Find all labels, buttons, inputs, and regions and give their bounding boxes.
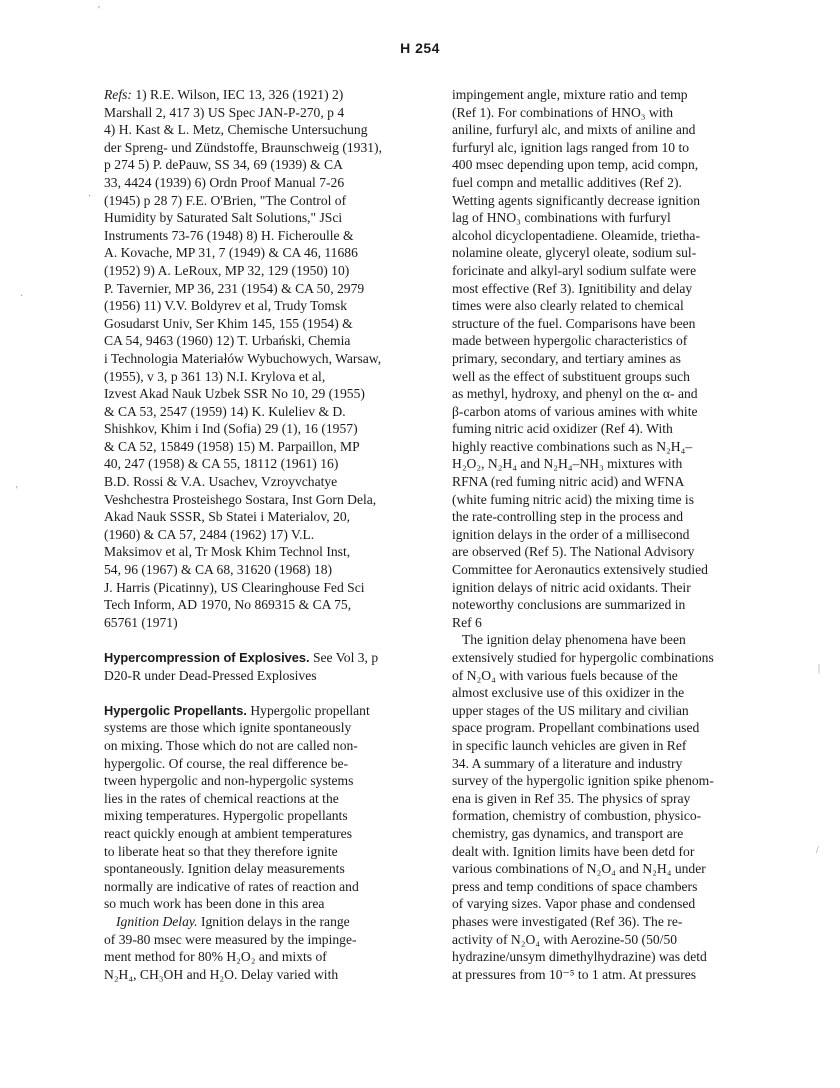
left-column	[104, 86, 404, 983]
body-line: extensively studied for hypergolic combinations	[452, 650, 714, 665]
refs-line: (1956) 11) V.V. Boldyrev et al, Trudy Tomsk	[104, 298, 347, 314]
body-line: space program. Propellant combinations used	[452, 720, 700, 736]
body-line: phases were investigated (Ref 36). The re-	[452, 913, 683, 929]
refs-line: Veshchestra Prosteishego Sostara, Inst Gorn Dela,	[104, 491, 377, 507]
refs-line: A. Kovache, MP 31, 7 (1949) & CA 46, 11686	[104, 245, 358, 261]
body-line: are observed (Ref 5). The National Advisory	[452, 544, 695, 560]
body-line: upper stages of the US military and civilian	[452, 702, 689, 718]
refs-line: (1945) p 28 7) F.E. O'Brien, "The Control of	[104, 192, 347, 208]
body-line: dealt with. Ignition limits have been detd for	[452, 843, 695, 859]
margin-tick-mark: '	[98, 5, 100, 16]
body-line: fuel compn and metallic additives (Ref 2).	[452, 174, 682, 190]
ignition-delay-text: of 39-80 msec were measured by the impinge-	[104, 931, 357, 947]
body-line: formation, chemistry of combustion, physico-	[452, 808, 702, 824]
refs-line: & CA 53, 2547 (1959) 14) K. Kuleliev & D.	[104, 403, 346, 419]
body-line: aniline, furfuryl alc, and mixts of aniline and	[452, 122, 696, 138]
body-line: lag of HNO₃ combinations with furfuryl	[452, 210, 671, 226]
body-line: survey of the hypergolic ignition spike phenom-	[452, 773, 714, 789]
refs-line: & CA 52, 15849 (1958) 15) M. Parpaillon, MP	[104, 438, 360, 454]
margin-tick-mark: ·	[88, 191, 92, 202]
refs-line: Humidity by Saturated Salt Solutions," JSci	[104, 210, 343, 226]
body-line: various combinations of N₂O₄ and N₂H₄ under	[452, 861, 706, 877]
refs-line: Izvest Akad Nauk Uzbek SSR No 10, 29 (1955)	[104, 386, 365, 402]
body-line: of N₂O₄ with various fuels because of the	[452, 667, 678, 683]
refs-label: Refs:	[104, 87, 132, 102]
body-line: highly reactive combinations such as N₂H₄–	[452, 438, 693, 454]
body-line: noteworthy conclusions are summarized in	[452, 597, 686, 613]
body-line: (white fuming nitric acid) the mixing time is	[452, 491, 694, 507]
body-line: fuming nitric acid oxidizer (Ref 4). With	[452, 421, 673, 437]
spacer	[104, 684, 404, 702]
body-line: at pressures from 10⁻⁵ to 1 atm. At pressures	[452, 966, 697, 982]
refs-line: i Technologia Materiałów Wybuchowych, Warsaw,	[104, 350, 382, 366]
ignition-delay-heading-line	[104, 913, 404, 931]
body-line: ignition delays in the order of a millisecond	[452, 526, 690, 542]
body-line: structure of the fuel. Comparisons have been	[452, 315, 696, 331]
body-line: almost exclusive use of this oxidizer in the	[452, 685, 685, 701]
ignition-delay-text: N₂H₄, CH₃OH and H₂O. Delay varied with	[104, 966, 339, 982]
hypergolic-text: systems are those which ignite spontaneously	[104, 720, 352, 736]
body-line: of varying sizes. Vapor phase and condensed	[452, 896, 696, 912]
hypergolic-text: spontaneously. Ignition delay measurements	[104, 861, 345, 877]
refs-line: P. Tavernier, MP 36, 231 (1954) & CA 50, 2979	[104, 280, 365, 296]
refs-line: 40, 247 (1958) & CA 55, 18112 (1961) 16)	[104, 456, 339, 472]
refs-line: 65761 (1971)	[104, 614, 178, 630]
refs-line: 33, 4424 (1939) 6) Ordn Proof Manual 7-26	[104, 174, 345, 190]
refs-line: 4) H. Kast & L. Metz, Chemische Untersuchung	[104, 122, 368, 138]
body-line: 400 msec depending upon temp, acid compn,	[452, 157, 699, 173]
refs-line: (1960) & CA 57, 2484 (1962) 17) V.L.	[104, 526, 315, 542]
hypergolic-text: hypergolic. Of course, the real difference be-	[104, 755, 349, 771]
body-line: times were also clearly related to chemical	[452, 298, 684, 314]
hypergolic-text: normally are indicative of rates of reaction and	[104, 878, 359, 894]
refs-line: 54, 96 (1967) & CA 68, 31620 (1968) 18)	[104, 562, 333, 578]
body-line: β-carbon atoms of various amines with white	[452, 403, 698, 419]
hypergolic-text: to liberate heat so that they therefore ignite	[104, 843, 338, 859]
ignition-delay-text: ment method for 80% H₂O₂ and mixts of	[104, 949, 327, 965]
refs-line: Maksimov et al, Tr Mosk Khim Technol Inst,	[104, 544, 351, 560]
body-line: H₂O₂, N₂H₄ and N₂H₄–NH₃ mixtures with	[452, 456, 683, 472]
body-line: alcohol dicyclopentadiene. Oleamide, trietha-	[452, 227, 700, 243]
body-line: hydrazine/unsym dimethylhydrazine) was detd	[452, 949, 707, 965]
right-column	[452, 86, 752, 983]
hypergolic-text: mixing temperatures. Hypergolic propellants	[104, 808, 348, 824]
refs-line: Tech Inform, AD 1970, No 869315 & CA 75,	[104, 597, 352, 613]
refs-line: Marshall 2, 417 3) US Spec JAN-P-270, p 4	[104, 104, 345, 120]
hypergolic-text: on mixing. Those which do not are called non-	[104, 737, 358, 753]
body-line: press and temp conditions of space chambers	[452, 878, 698, 894]
margin-tick-mark: ·	[20, 291, 24, 302]
hypergolic-propellants-title: Hypergolic Propellants.	[104, 702, 247, 718]
body-line: chemistry, gas dynamics, and transport are	[452, 825, 684, 841]
body-line: nolamine oleate, glyceryl oleate, sodium sul-	[452, 245, 697, 261]
body-line: most effective (Ref 3). Ignitibility and delay	[452, 280, 693, 296]
body-line: impingement angle, mixture ratio and temp	[452, 87, 688, 102]
body-line: RFNA (red fuming nitric acid) and WFNA	[452, 474, 685, 490]
refs-line: Akad Nauk SSSR, Sb Statei i Materialov, 20,	[104, 509, 351, 525]
body-line: Committee for Aeronautics extensively studied	[452, 562, 708, 578]
refs-line: Instruments 73-76 (1948) 8) H. Ficheroulle &	[104, 227, 354, 243]
ignition-delay-text: Ignition delays in the range	[197, 913, 350, 929]
spacer	[104, 631, 404, 649]
body-line: ena is given in Ref 35. The physics of spray	[452, 790, 691, 806]
refs-line: der Spreng- und Zündstoffe, Braunschweig (1931),	[104, 139, 382, 155]
body-line: the rate-controlling step in the process and	[452, 509, 684, 525]
body-line: foricinate and alkyl-aryl sodium sulfate were	[452, 262, 697, 278]
refs-line: (1955), v 3, p 361 13) N.I. Krylova et al,	[104, 368, 326, 384]
refs-line: Shishkov, Khim i Ind (Sofia) 29 (1), 16 (1957)	[104, 421, 358, 437]
body-line: 34. A summary of a literature and industry	[452, 755, 683, 771]
hypergolic-text: tween hypergolic and non-hypergolic systems	[104, 773, 354, 789]
hypergolic-heading-line	[104, 702, 404, 720]
body-line: Ref 6	[452, 614, 482, 630]
hypercompression-text: See Vol 3, p	[309, 650, 379, 665]
refs-line: J. Harris (Picatinny), US Clearinghouse Fed Sci	[104, 579, 365, 595]
ignition-delay-title: Ignition Delay.	[116, 913, 198, 929]
body-line: The ignition delay phenomena have been	[452, 632, 686, 648]
body-line: Wetting agents significantly decrease ignition	[452, 192, 701, 208]
body-line: well as the effect of substituent groups such	[452, 368, 690, 384]
hypercompression-title: Hypercompression of Explosives.	[104, 650, 310, 665]
margin-tick-mark: '	[16, 485, 18, 496]
hypercompression-text: D20-R under Dead-Pressed Explosives	[104, 667, 317, 683]
hypergolic-text: lies in the rates of chemical reactions at the	[104, 790, 339, 806]
refs-line: p 274 5) P. dePauw, SS 34, 69 (1939) & CA	[104, 157, 343, 173]
page-header: H 254	[400, 40, 440, 56]
body-line: activity of N₂O₄ with Aerozine-50 (50/50	[452, 931, 678, 947]
hypercompression-heading-line	[104, 649, 404, 667]
body-line: ignition delays of nitric acid oxidants. Their	[452, 579, 691, 595]
body-line: as methyl, hydroxy, and phenyl on the α- and	[452, 386, 698, 402]
refs-first-line	[104, 86, 404, 104]
hypergolic-text: react quickly enough at ambient temperatures	[104, 825, 352, 841]
body-line: made between hypergolic characteristics of	[452, 333, 688, 349]
refs-line: CA 54, 9463 (1960) 12) T. Urbański, Chemia	[104, 333, 351, 349]
body-line: furfuryl alc, ignition lags ranged from 10 to	[452, 139, 690, 155]
margin-tick-mark: /	[816, 845, 819, 856]
body-line: (Ref 1). For combinations of HNO₃ with	[452, 104, 674, 120]
body-line: in specific launch vehicles are given in Ref	[452, 737, 687, 753]
refs-line: Gosudarst Univ, Ser Khim 145, 155 (1954) &	[104, 315, 353, 331]
refs-line: (1952) 9) A. LeRoux, MP 32, 129 (1950) 10)	[104, 262, 350, 278]
hypergolic-text: so much work has been done in this area	[104, 896, 325, 912]
margin-tick-mark: |	[818, 663, 821, 674]
refs-line: 1) R.E. Wilson, IEC 13, 326 (1921) 2)	[131, 87, 344, 102]
body-line: primary, secondary, and tertiary amines as	[452, 350, 681, 366]
refs-line: B.D. Rossi & V.A. Usachev, Vzroyvchatye	[104, 474, 338, 490]
hypergolic-text: Hypergolic propellant	[246, 702, 370, 718]
